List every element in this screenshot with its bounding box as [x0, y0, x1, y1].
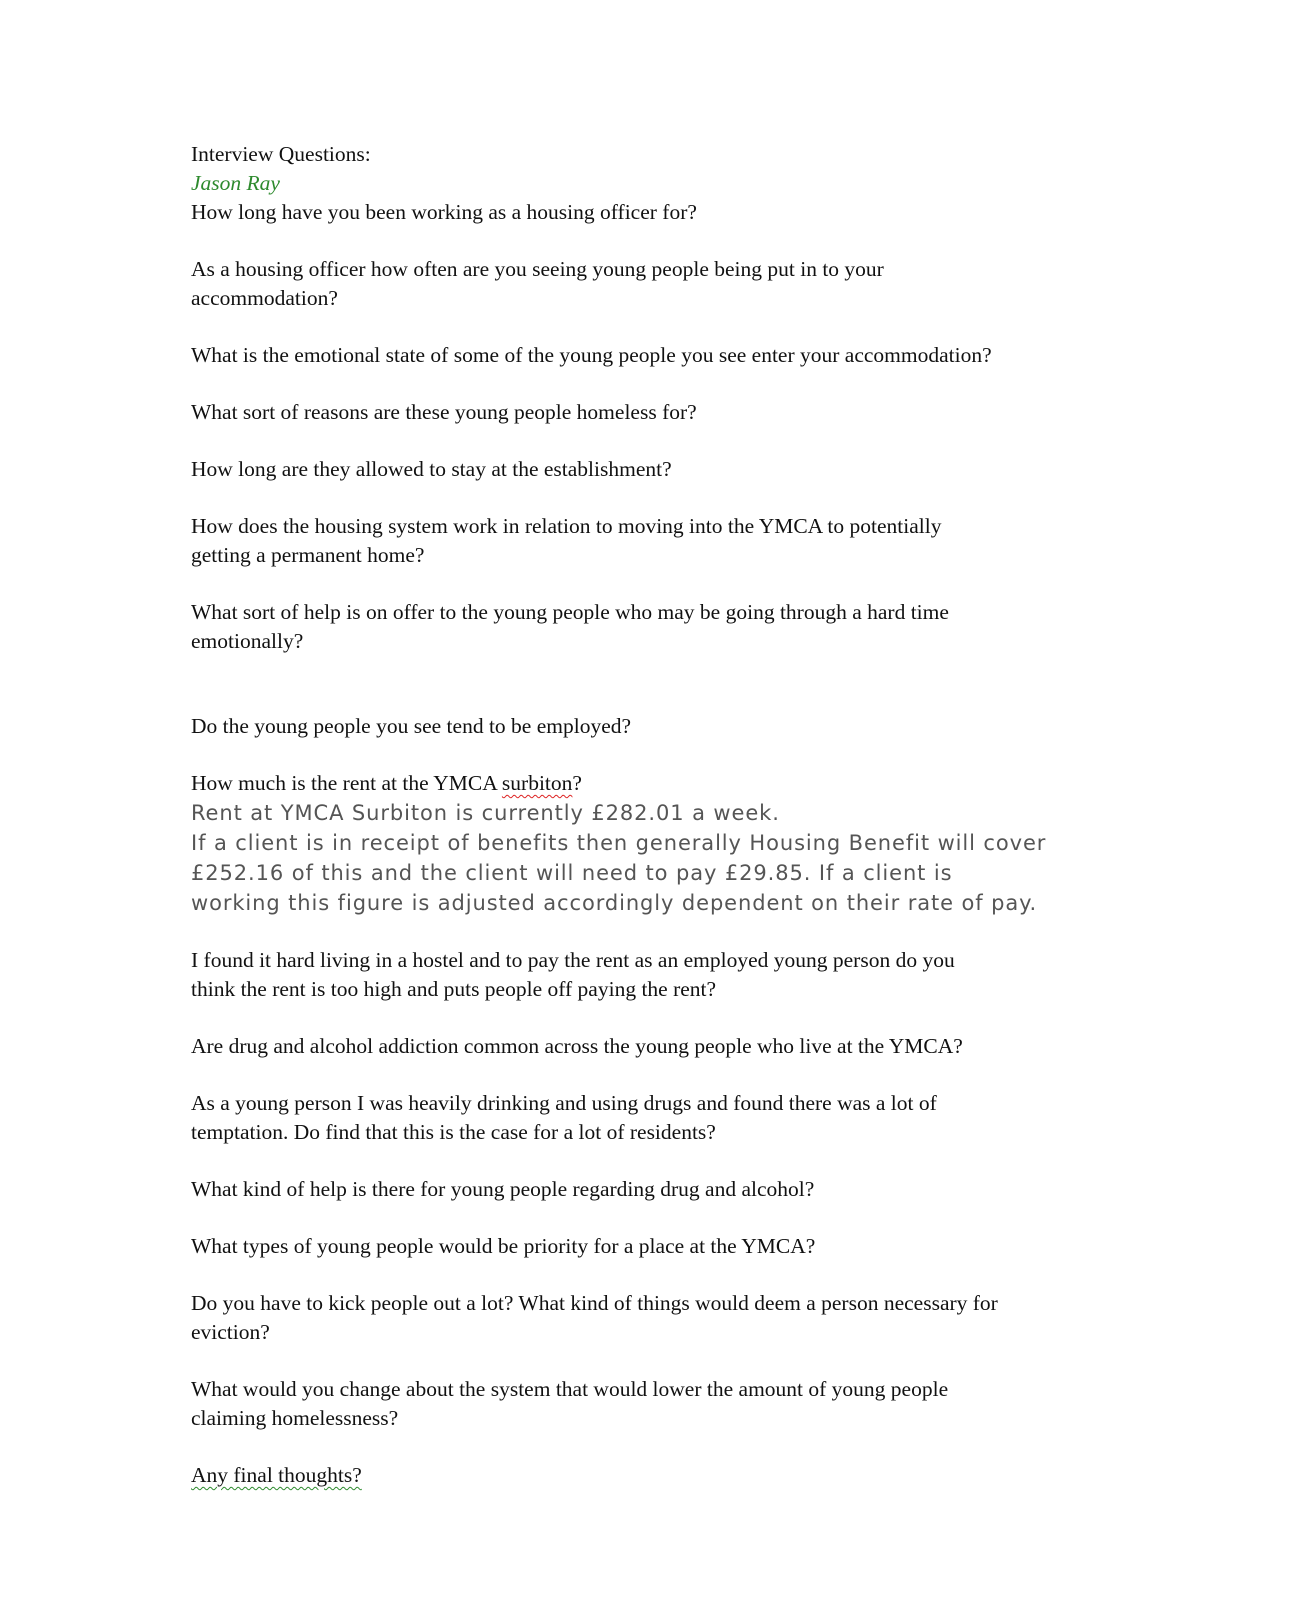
closing-block [191, 1461, 1151, 1490]
question-line: As a young person I was heavily drinking and using drugs and found there was a lot of [191, 1091, 937, 1115]
question-line: think the rent is too high and puts people off paying the rent? [191, 977, 717, 1001]
question-line: Are drug and alcohol addiction common across the young people who live at the YMCA? [191, 1034, 963, 1058]
author-name: Jason Ray [191, 171, 280, 195]
question-line: What sort of reasons are these young people homeless for? [191, 400, 697, 424]
question-line: What is the emotional state of some of the young people you see enter your accommodation? [191, 343, 992, 367]
answer-line: working this figure is adjusted accordingly dependent on their rate of pay. [191, 891, 1038, 915]
question-line: How does the housing system work in relation to moving into the YMCA to potentially [191, 514, 942, 538]
question-3 [191, 341, 1151, 370]
question-line: accommodation? [191, 286, 338, 310]
rent-answer [191, 798, 1151, 918]
question-8 [191, 712, 1151, 741]
answer-line: Rent at YMCA Surbiton is currently £282.01 a week. [191, 801, 780, 825]
question-11 [191, 1032, 1151, 1061]
question-line: What kind of help is there for young people regarding drug and alcohol? [191, 1177, 815, 1201]
question-line: What would you change about the system that would lower the amount of young people [191, 1377, 949, 1401]
question-line: Do the young people you see tend to be employed? [191, 714, 632, 738]
question-line: What types of young people would be priority for a place at the YMCA? [191, 1234, 816, 1258]
question-1: How long have you been working as a housing officer for? [191, 200, 697, 224]
question-line: emotionally? [191, 629, 304, 653]
question-line: getting a permanent home? [191, 543, 425, 567]
question-line: claiming homelessness? [191, 1406, 399, 1430]
question-line: As a housing officer how often are you seeing young people being put in to your [191, 257, 884, 281]
question-9 [191, 769, 1151, 798]
answer-line: If a client is in receipt of benefits then generally Housing Benefit will cover [191, 831, 1047, 855]
question-line: What sort of help is on offer to the young people who may be going through a hard time [191, 600, 949, 624]
question-10 [191, 946, 1151, 1004]
question-12 [191, 1089, 1151, 1147]
question-4 [191, 398, 1151, 427]
question-2 [191, 255, 1151, 313]
question-suffix: ? [572, 771, 582, 795]
grammar-flagged-phrase[interactable]: Any final thoughts? [191, 1463, 362, 1487]
question-13 [191, 1175, 1151, 1204]
question-line: Do you have to kick people out a lot? What kind of things would deem a person necessary for [191, 1291, 998, 1315]
question-line [191, 769, 1151, 798]
question-16 [191, 1375, 1151, 1433]
question-line: temptation. Do find that this is the case for a lot of residents? [191, 1120, 716, 1144]
closing-question [191, 1461, 1151, 1490]
question-line: How long are they allowed to stay at the establishment? [191, 457, 672, 481]
question-14 [191, 1232, 1151, 1261]
question-line: I found it hard living in a hostel and to pay the rent as an employed young person do you [191, 948, 955, 972]
answer-line: £252.16 of this and the client will need to pay £29.85. If a client is [191, 861, 953, 885]
question-line: eviction? [191, 1320, 270, 1344]
question-6 [191, 512, 1151, 570]
question-15 [191, 1289, 1151, 1347]
question-5 [191, 455, 1151, 484]
question-prefix: How much is the rent at the YMCA [191, 771, 502, 795]
spellcheck-flagged-word[interactable]: surbiton [501, 771, 573, 795]
header-block [191, 140, 1151, 227]
document-heading: Interview Questions: [191, 142, 371, 166]
document-page [191, 140, 1151, 1490]
question-7 [191, 598, 1151, 656]
